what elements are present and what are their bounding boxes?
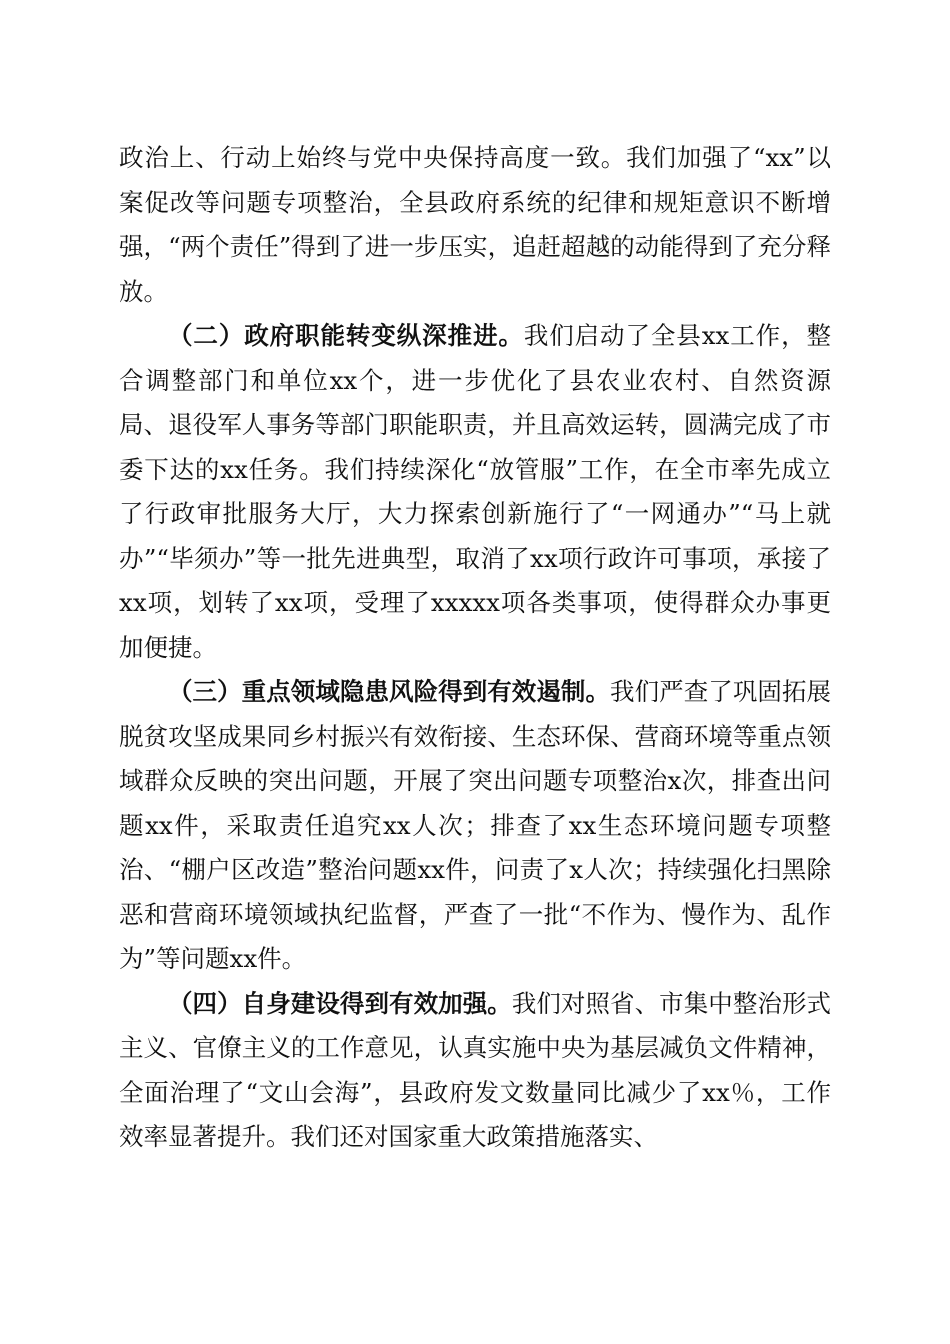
paragraph-text: 我们严查了巩固拓展脱贫攻坚成果同乡村振兴有效衔接、生态环保、营商环境等重点领域群众反映的突出问题，开展了突出问题专项整治x次，排查出问题xx件，采取责任追究xx人次；排查了xx生态环境问题专项整治、“棚户区改造”整治问题xx件，问责了x人次；持续强化扫黑除恶和营商环境领域执纪监督，严查了一批“不作为、慢作为、乱作为”等问题xx件。 — [119, 677, 832, 973]
section-heading: （三）重点领域隐患风险得到有效遏制。 — [168, 677, 611, 706]
paragraph-section-3 — [119, 670, 831, 982]
document-body — [119, 136, 831, 1160]
section-heading: （二）政府职能转变纵深推进。 — [168, 321, 524, 350]
paragraph-text: 政治上、行动上始终与党中央保持高度一致。我们加强了“xx”以案促改等问题专项整治，全县政府系统的纪律和规矩意识不断增强，“两个责任”得到了进一步压实，追赶超越的动能得到了充分释放。 — [119, 143, 831, 306]
paragraph-section-4 — [119, 982, 831, 1160]
paragraph-section-2 — [119, 314, 831, 670]
paragraph-text: 我们对照省、市集中整治形式主义、官僚主义的工作意见，认真实施中央为基层减负文件精神，全面治理了“文山会海”，县政府发文数量同比减少了xx％，工作效率显著提升。我们还对国家重大政策措施落实、 — [119, 988, 832, 1151]
paragraph-text: 我们启动了全县xx工作，整合调整部门和单位xx个，进一步优化了县农业农村、自然资源局、退役军人事务等部门职能职责，并且高效运转，圆满完成了市委下达的xx任务。我们持续深化“放管服”工作，在全市率先成立了行政审批服务大厅，大力探索创新施行了“一网通办”“马上就办”“毕须办”等一批先进典型，取消了xx项行政许可事项，承接了xx项，划转了xx项，受理了xxxxx项各类事项，使得群众办事更加便捷。 — [119, 321, 832, 662]
section-heading: （四）自身建设得到有效加强。 — [168, 988, 512, 1018]
paragraph-continuation — [119, 136, 831, 314]
